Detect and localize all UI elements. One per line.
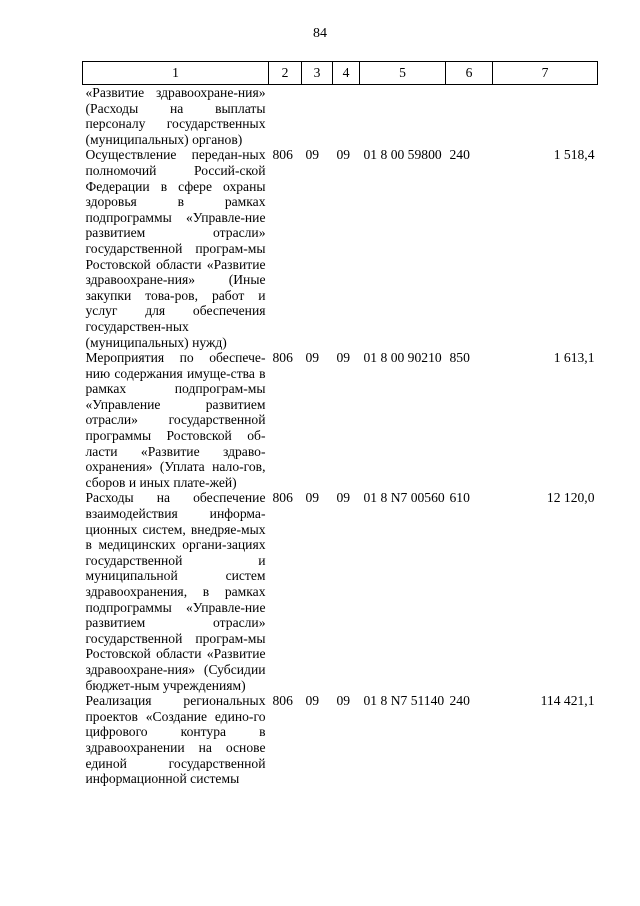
table-row: [83, 490, 598, 693]
row-csr: 01 8 N7 00560: [363, 490, 445, 506]
row-sum: 12 120,0: [546, 490, 595, 506]
row-ved: 806: [272, 490, 293, 506]
budget-table: [82, 61, 598, 787]
row-csr: 01 8 N7 51140: [363, 693, 445, 709]
table-row: [83, 85, 598, 148]
row-sum: [493, 85, 598, 148]
row-ved: 806: [272, 147, 293, 163]
row-rz: [302, 85, 333, 148]
row-vr: 240: [449, 147, 470, 163]
row-vr: [446, 85, 493, 148]
row-name: Реализация региональных проектов «Создание едино-го цифрового контура в здравоохранении на основе единой государственной информационной системы: [85, 693, 266, 787]
table-row: [83, 350, 598, 490]
header-cell-csr: 5: [360, 62, 446, 85]
row-ved: 806: [272, 350, 293, 366]
row-rz: 09: [305, 350, 320, 366]
row-pr: 09: [336, 693, 351, 709]
table-header: [83, 62, 598, 85]
row-sum: 114 421,1: [540, 693, 595, 709]
table-body: [83, 85, 598, 787]
row-csr: 01 8 00 59800: [363, 147, 442, 163]
row-name: Мероприятия по обеспече-нию содержания имуще-ства в рамках подпрограм-мы «Управление развитием отрасли» государственной программы Ростовской об-ласти «Развитие здраво-охранения» (Уплата нало-гов, сборов и иных плате-жей): [85, 350, 266, 490]
row-ved: 806: [272, 693, 293, 709]
row-vr: 610: [449, 490, 470, 506]
row-name: Расходы на обеспечение взаимодействия информа-ционных систем, внедряе-мых в медицинских органи-зациях государственной и муниципальной систем здравоохранения, в рамках подпрограммы «Управле-ние развитием отрасли» государственной програм-мы Ростовской области «Развитие здравоохране-ния» (Субсидии бюджет-ным учреждениям): [85, 490, 266, 693]
header-cell-sum: 7: [493, 62, 598, 85]
row-rz: 09: [305, 490, 320, 506]
row-sum: 1 518,4: [553, 147, 595, 163]
row-pr: 09: [336, 350, 351, 366]
row-pr: [333, 85, 360, 148]
page-number: 84: [313, 26, 327, 41]
row-sum: 1 613,1: [553, 350, 595, 366]
table-row: [83, 693, 598, 787]
row-csr: [360, 85, 446, 148]
row-pr: 09: [336, 147, 351, 163]
table-row: [83, 147, 598, 350]
row-pr: 09: [336, 490, 351, 506]
header-cell-rz: 3: [302, 62, 333, 85]
header-cell-ved: 2: [269, 62, 302, 85]
header-cell-name: 1: [83, 62, 269, 85]
row-rz: 09: [305, 693, 320, 709]
row-csr: 01 8 00 90210: [363, 350, 442, 366]
header-cell-vr: 6: [446, 62, 493, 85]
row-vr: 240: [449, 693, 470, 709]
row-vr: 850: [449, 350, 470, 366]
row-name: «Развитие здравоохране-ния» (Расходы на выплаты персоналу государственных (муниципальных) органов): [85, 85, 266, 147]
row-name: Осуществление передан-ных полномочий Россий-ской Федерации в сфере охраны здоровья в рамках подпрограммы «Управле-ние развитием отрасли» государственной програм-мы Ростовской области «Развитие здравоохране-ния» (Иные закупки това-ров, работ и услуг для обеспечения государствен-ных (муниципальных) нужд): [85, 147, 266, 350]
row-rz: 09: [305, 147, 320, 163]
row-ved: [269, 85, 302, 148]
header-row: [83, 62, 598, 85]
header-cell-pr: 4: [333, 62, 360, 85]
